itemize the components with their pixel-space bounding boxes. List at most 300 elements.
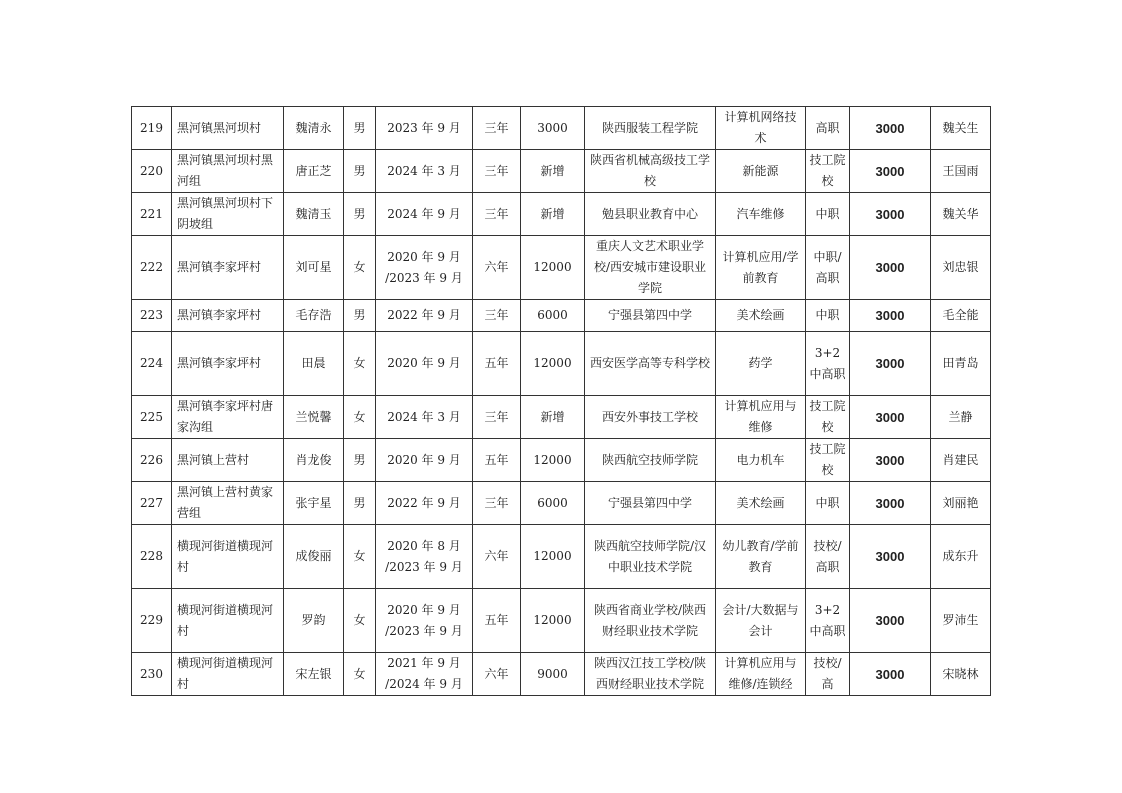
cell-student-name: [284, 653, 344, 696]
cell-amount-text: 12000: [533, 549, 572, 563]
cell-level-text: 技工院校: [809, 442, 846, 477]
cell-duration-text: 五年: [484, 356, 509, 370]
cell-no-text: 228: [140, 549, 163, 563]
cell-location: [172, 653, 284, 696]
table-body: [132, 107, 991, 696]
cell-student-name: [284, 589, 344, 653]
cell-level: [806, 653, 850, 696]
cell-school: [585, 525, 716, 589]
cell-major-text: 药学: [748, 356, 773, 370]
cell-subsidy: [850, 439, 931, 482]
cell-amount: [521, 482, 585, 525]
cell-location-text: 横现河街道横现河村: [177, 602, 274, 638]
cell-subsidy-text: 3000: [875, 495, 905, 511]
cell-enroll-date-text: 2020 年 9 月 /2023 年 9 月: [385, 249, 463, 285]
cell-no-text: 224: [140, 356, 163, 370]
cell-subsidy: [850, 332, 931, 396]
cell-location: [172, 525, 284, 589]
cell-guardian-text: 田青岛: [942, 356, 979, 370]
cell-gender-text: 男: [353, 308, 366, 322]
cell-major: [716, 332, 806, 396]
cell-amount: [521, 653, 585, 696]
cell-student-name: [284, 332, 344, 396]
cell-student-name-text: 兰悦馨: [295, 409, 332, 424]
cell-school-text: 重庆人文艺术职业学校/西安城市建设职业学院: [593, 239, 707, 295]
cell-no-text: 219: [140, 120, 163, 135]
cell-guardian-text: 魏关华: [942, 206, 979, 221]
cell-gender: [344, 439, 376, 482]
cell-duration-text: 六年: [484, 260, 509, 274]
cell-gender: [344, 150, 376, 193]
cell-no-text: 227: [140, 495, 163, 510]
cell-enroll-date-text: 2024 年 3 月: [387, 409, 461, 424]
cell-no-text: 223: [140, 308, 163, 322]
cell-student-name: [284, 300, 344, 332]
cell-school: [585, 439, 716, 482]
cell-gender-text: 女: [353, 356, 366, 370]
cell-enroll-date: [376, 236, 473, 300]
cell-amount: [521, 439, 585, 482]
cell-major-text: 美术绘画: [736, 495, 785, 510]
cell-guardian: [931, 525, 991, 589]
cell-school: [585, 107, 716, 150]
table-row: [132, 439, 991, 482]
cell-enroll-date: [376, 482, 473, 525]
cell-amount-text: 12000: [533, 452, 572, 467]
cell-duration: [473, 300, 521, 332]
cell-level: [806, 193, 850, 236]
cell-no-text: 221: [140, 206, 163, 221]
cell-major-text: 电力机车: [736, 452, 785, 467]
cell-location-text: 黑河镇黑河坝村: [177, 120, 262, 135]
cell-enroll-date: [376, 332, 473, 396]
cell-major-text: 会计/大数据与会计: [722, 602, 799, 638]
cell-subsidy-text: 3000: [875, 613, 905, 628]
cell-school: [585, 653, 716, 696]
cell-subsidy-text: 3000: [875, 409, 905, 425]
cell-duration-text: 五年: [484, 452, 509, 467]
cell-enroll-date: [376, 193, 473, 236]
cell-student-name: [284, 107, 344, 150]
cell-amount: [521, 396, 585, 439]
cell-school-text: 宁强县第四中学: [607, 495, 692, 510]
cell-enroll-date-text: 2021 年 9 月 /2024 年 9 月: [385, 656, 463, 691]
cell-major: [716, 653, 806, 696]
cell-gender: [344, 300, 376, 332]
cell-level-text: 技校/高: [813, 656, 842, 691]
cell-gender-text: 女: [353, 409, 366, 424]
table-row: [132, 653, 991, 696]
cell-guardian-text: 王国雨: [942, 163, 979, 178]
cell-duration-text: 三年: [484, 308, 509, 322]
cell-duration-text: 三年: [484, 495, 509, 510]
cell-gender-text: 男: [353, 495, 366, 510]
cell-school: [585, 332, 716, 396]
cell-major: [716, 236, 806, 300]
cell-location: [172, 439, 284, 482]
cell-amount-text: 3000: [537, 120, 568, 135]
cell-level-text: 中职: [815, 206, 840, 221]
cell-level: [806, 439, 850, 482]
cell-guardian-text: 毛全能: [942, 308, 979, 322]
cell-enroll-date-text: 2024 年 9 月: [387, 206, 461, 221]
cell-location: [172, 193, 284, 236]
cell-student-name-text: 肖龙俊: [295, 452, 332, 467]
cell-location-text: 横现河街道横现河村: [177, 656, 274, 691]
cell-duration-text: 三年: [484, 409, 509, 424]
table-row: [132, 525, 991, 589]
cell-duration: [473, 589, 521, 653]
cell-location-text: 黑河镇李家坪村: [177, 308, 262, 322]
cell-amount-text: 6000: [537, 495, 568, 510]
cell-major-text: 幼儿教育/学前教育: [722, 538, 799, 574]
cell-no: [132, 300, 172, 332]
cell-location-text: 黑河镇黑河坝村下阴坡组: [177, 196, 274, 231]
cell-school-text: 陕西省机械高级技工学校: [589, 153, 710, 188]
cell-major-text: 汽车维修: [736, 206, 785, 221]
cell-subsidy: [850, 482, 931, 525]
cell-major-text: 计算机网络技术: [724, 110, 797, 145]
cell-location: [172, 107, 284, 150]
cell-duration: [473, 396, 521, 439]
cell-student-name: [284, 482, 344, 525]
cell-school: [585, 150, 716, 193]
cell-school: [585, 236, 716, 300]
cell-subsidy: [850, 236, 931, 300]
cell-level-text: 技工院校: [809, 399, 846, 434]
cell-subsidy: [850, 589, 931, 653]
cell-level-text: 技校/高职: [813, 538, 842, 574]
cell-student-name-text: 罗韵: [301, 613, 326, 627]
cell-major: [716, 589, 806, 653]
table-row: [132, 107, 991, 150]
cell-duration: [473, 107, 521, 150]
cell-guardian: [931, 193, 991, 236]
cell-amount: [521, 107, 585, 150]
cell-level-text: 高职: [815, 120, 840, 135]
cell-no: [132, 396, 172, 439]
cell-school-text: 宁强县第四中学: [607, 308, 692, 322]
cell-guardian-text: 魏关生: [942, 120, 979, 135]
table-row: [132, 482, 991, 525]
cell-student-name-text: 魏清永: [295, 120, 332, 135]
cell-gender: [344, 236, 376, 300]
cell-major: [716, 300, 806, 332]
cell-student-name-text: 张宇星: [295, 495, 332, 510]
cell-location-text: 黑河镇李家坪村: [177, 356, 262, 370]
cell-school-text: 西安外事技工学校: [601, 409, 698, 424]
cell-student-name: [284, 193, 344, 236]
cell-duration-text: 六年: [484, 666, 509, 681]
cell-gender: [344, 193, 376, 236]
table-row: [132, 300, 991, 332]
cell-subsidy-text: 3000: [875, 163, 905, 179]
cell-enroll-date: [376, 525, 473, 589]
cell-location: [172, 482, 284, 525]
cell-guardian: [931, 482, 991, 525]
cell-no: [132, 332, 172, 396]
table-row: [132, 332, 991, 396]
cell-guardian-text: 成东升: [942, 549, 979, 563]
cell-subsidy-text: 3000: [875, 452, 905, 468]
cell-amount-text: 6000: [537, 308, 568, 322]
cell-major-text: 计算机应用与维修/连锁经: [724, 656, 797, 691]
cell-location-text: 黑河镇上营村黄家营组: [177, 485, 274, 520]
cell-amount-text: 新增: [540, 206, 565, 221]
cell-subsidy: [850, 300, 931, 332]
cell-no-text: 230: [140, 666, 163, 681]
cell-enroll-date: [376, 396, 473, 439]
cell-major-text: 美术绘画: [736, 308, 785, 322]
cell-guardian-text: 肖建民: [942, 452, 979, 467]
cell-amount: [521, 589, 585, 653]
cell-level-text: 3+2中高职: [809, 345, 846, 381]
cell-major-text: 计算机应用/学前教育: [722, 249, 799, 285]
cell-gender-text: 女: [353, 260, 366, 274]
cell-school-text: 陕西省商业学校/陕西财经职业技术学院: [593, 602, 707, 638]
cell-duration-text: 三年: [484, 163, 509, 178]
cell-enroll-date-text: 2022 年 9 月: [387, 495, 461, 510]
cell-location-text: 黑河镇黑河坝村黑河组: [177, 153, 274, 188]
cell-enroll-date: [376, 150, 473, 193]
cell-level-text: 中职/高职: [813, 249, 842, 285]
cell-amount-text: 9000: [537, 666, 568, 681]
cell-level: [806, 396, 850, 439]
cell-student-name-text: 宋左银: [295, 666, 332, 681]
cell-major: [716, 396, 806, 439]
cell-no: [132, 150, 172, 193]
cell-duration: [473, 150, 521, 193]
table-row: [132, 193, 991, 236]
cell-duration: [473, 332, 521, 396]
cell-no: [132, 439, 172, 482]
cell-gender: [344, 525, 376, 589]
cell-guardian: [931, 332, 991, 396]
cell-school-text: 勉县职业教育中心: [601, 206, 698, 221]
cell-subsidy: [850, 653, 931, 696]
cell-subsidy-text: 3000: [875, 549, 905, 564]
cell-student-name: [284, 525, 344, 589]
cell-enroll-date-text: 2023 年 9 月: [387, 120, 461, 135]
cell-duration-text: 三年: [484, 120, 509, 135]
cell-student-name: [284, 396, 344, 439]
cell-student-name-text: 田晨: [301, 356, 326, 370]
cell-guardian: [931, 589, 991, 653]
cell-enroll-date: [376, 300, 473, 332]
cell-enroll-date-text: 2022 年 9 月: [387, 308, 461, 322]
cell-guardian-text: 刘忠银: [942, 260, 979, 274]
cell-duration: [473, 193, 521, 236]
cell-major: [716, 439, 806, 482]
cell-no: [132, 193, 172, 236]
cell-student-name-text: 成俊丽: [295, 549, 332, 563]
cell-subsidy: [850, 193, 931, 236]
cell-school-text: 陕西汉江技工学校/陕西财经职业技术学院: [593, 656, 707, 691]
cell-amount: [521, 193, 585, 236]
cell-enroll-date: [376, 107, 473, 150]
table-row: [132, 396, 991, 439]
cell-school: [585, 482, 716, 525]
cell-location-text: 横现河街道横现河村: [177, 538, 274, 574]
cell-level-text: 中职: [815, 495, 840, 510]
cell-gender: [344, 482, 376, 525]
cell-location: [172, 396, 284, 439]
cell-no-text: 225: [140, 409, 163, 424]
cell-major: [716, 193, 806, 236]
cell-gender: [344, 332, 376, 396]
cell-student-name-text: 唐正芝: [295, 163, 332, 178]
cell-student-name: [284, 236, 344, 300]
cell-location: [172, 236, 284, 300]
cell-gender-text: 男: [353, 206, 366, 221]
cell-amount: [521, 332, 585, 396]
cell-level-text: 技工院校: [809, 153, 846, 188]
cell-amount: [521, 236, 585, 300]
cell-enroll-date-text: 2020 年 8 月 /2023 年 9 月: [385, 538, 463, 574]
cell-school: [585, 396, 716, 439]
cell-guardian: [931, 150, 991, 193]
cell-level: [806, 236, 850, 300]
cell-no: [132, 482, 172, 525]
cell-amount: [521, 300, 585, 332]
cell-location: [172, 150, 284, 193]
cell-amount: [521, 525, 585, 589]
cell-duration: [473, 236, 521, 300]
cell-major: [716, 525, 806, 589]
cell-no: [132, 236, 172, 300]
cell-location: [172, 589, 284, 653]
cell-no-text: 220: [140, 163, 163, 178]
cell-enroll-date-text: 2020 年 9 月 /2023 年 9 月: [385, 602, 463, 638]
cell-level: [806, 107, 850, 150]
cell-gender-text: 女: [353, 666, 366, 681]
cell-guardian: [931, 439, 991, 482]
cell-student-name: [284, 439, 344, 482]
cell-gender-text: 女: [353, 613, 366, 627]
cell-major: [716, 150, 806, 193]
cell-gender: [344, 589, 376, 653]
cell-amount-text: 12000: [533, 613, 572, 627]
cell-guardian-text: 宋晓林: [942, 666, 979, 681]
cell-subsidy-text: 3000: [875, 260, 905, 275]
cell-duration: [473, 525, 521, 589]
student-subsidy-table: [131, 106, 991, 696]
cell-gender-text: 男: [353, 120, 366, 135]
cell-guardian-text: 刘丽艳: [942, 495, 979, 510]
cell-amount-text: 12000: [533, 260, 572, 274]
cell-location: [172, 332, 284, 396]
cell-school-text: 陕西航空技师学院: [601, 452, 698, 467]
cell-location-text: 黑河镇上营村: [177, 452, 250, 467]
cell-level: [806, 300, 850, 332]
cell-student-name-text: 魏清玉: [295, 206, 332, 221]
cell-guardian: [931, 300, 991, 332]
cell-student-name-text: 刘可星: [295, 260, 332, 274]
cell-guardian-text: 罗沛生: [942, 613, 979, 627]
cell-gender: [344, 107, 376, 150]
cell-guardian: [931, 396, 991, 439]
cell-student-name: [284, 150, 344, 193]
cell-amount-text: 12000: [533, 356, 572, 370]
cell-enroll-date: [376, 653, 473, 696]
cell-school-text: 陕西航空技师学院/汉中职业技术学院: [593, 538, 707, 574]
cell-major-text: 新能源: [742, 163, 779, 178]
cell-enroll-date-text: 2024 年 3 月: [387, 163, 461, 178]
cell-location-text: 黑河镇李家坪村: [177, 260, 262, 274]
cell-subsidy-text: 3000: [875, 666, 905, 682]
cell-no-text: 226: [140, 452, 163, 467]
cell-duration: [473, 439, 521, 482]
cell-school: [585, 300, 716, 332]
cell-subsidy: [850, 107, 931, 150]
cell-location-text: 黑河镇李家坪村唐家沟组: [177, 399, 274, 434]
cell-gender-text: 女: [353, 549, 366, 563]
cell-level: [806, 589, 850, 653]
cell-guardian-text: 兰静: [948, 409, 973, 424]
cell-enroll-date: [376, 589, 473, 653]
cell-subsidy-text: 3000: [875, 120, 905, 136]
cell-gender-text: 男: [353, 163, 366, 178]
cell-no: [132, 525, 172, 589]
cell-no: [132, 653, 172, 696]
cell-gender: [344, 653, 376, 696]
cell-school: [585, 193, 716, 236]
cell-subsidy-text: 3000: [875, 356, 905, 371]
cell-level: [806, 482, 850, 525]
cell-duration: [473, 482, 521, 525]
cell-major: [716, 107, 806, 150]
cell-enroll-date-text: 2020 年 9 月: [387, 356, 461, 370]
cell-subsidy-text: 3000: [875, 206, 905, 222]
cell-duration-text: 三年: [484, 206, 509, 221]
cell-no-text: 222: [140, 260, 163, 274]
cell-subsidy: [850, 150, 931, 193]
cell-duration-text: 五年: [484, 613, 509, 627]
cell-amount-text: 新增: [540, 163, 565, 178]
cell-location: [172, 300, 284, 332]
table-row: [132, 150, 991, 193]
table-row: [132, 236, 991, 300]
cell-guardian: [931, 236, 991, 300]
cell-no: [132, 589, 172, 653]
cell-enroll-date-text: 2020 年 9 月: [387, 452, 461, 467]
cell-level-text: 中职: [815, 308, 840, 322]
cell-major: [716, 482, 806, 525]
cell-no-text: 229: [140, 613, 163, 627]
cell-amount: [521, 150, 585, 193]
cell-level: [806, 150, 850, 193]
cell-level: [806, 332, 850, 396]
cell-gender: [344, 396, 376, 439]
cell-subsidy-text: 3000: [875, 308, 905, 323]
cell-school: [585, 589, 716, 653]
cell-subsidy: [850, 525, 931, 589]
cell-major-text: 计算机应用与维修: [724, 399, 797, 434]
cell-duration-text: 六年: [484, 549, 509, 563]
cell-enroll-date: [376, 439, 473, 482]
cell-level: [806, 525, 850, 589]
cell-subsidy: [850, 396, 931, 439]
cell-guardian: [931, 107, 991, 150]
cell-level-text: 3+2中高职: [809, 602, 846, 638]
cell-no: [132, 107, 172, 150]
cell-duration: [473, 653, 521, 696]
cell-school-text: 陕西服装工程学院: [601, 120, 698, 135]
cell-guardian: [931, 653, 991, 696]
table-row: [132, 589, 991, 653]
cell-school-text: 西安医学高等专科学校: [589, 356, 710, 370]
cell-amount-text: 新增: [540, 409, 565, 424]
